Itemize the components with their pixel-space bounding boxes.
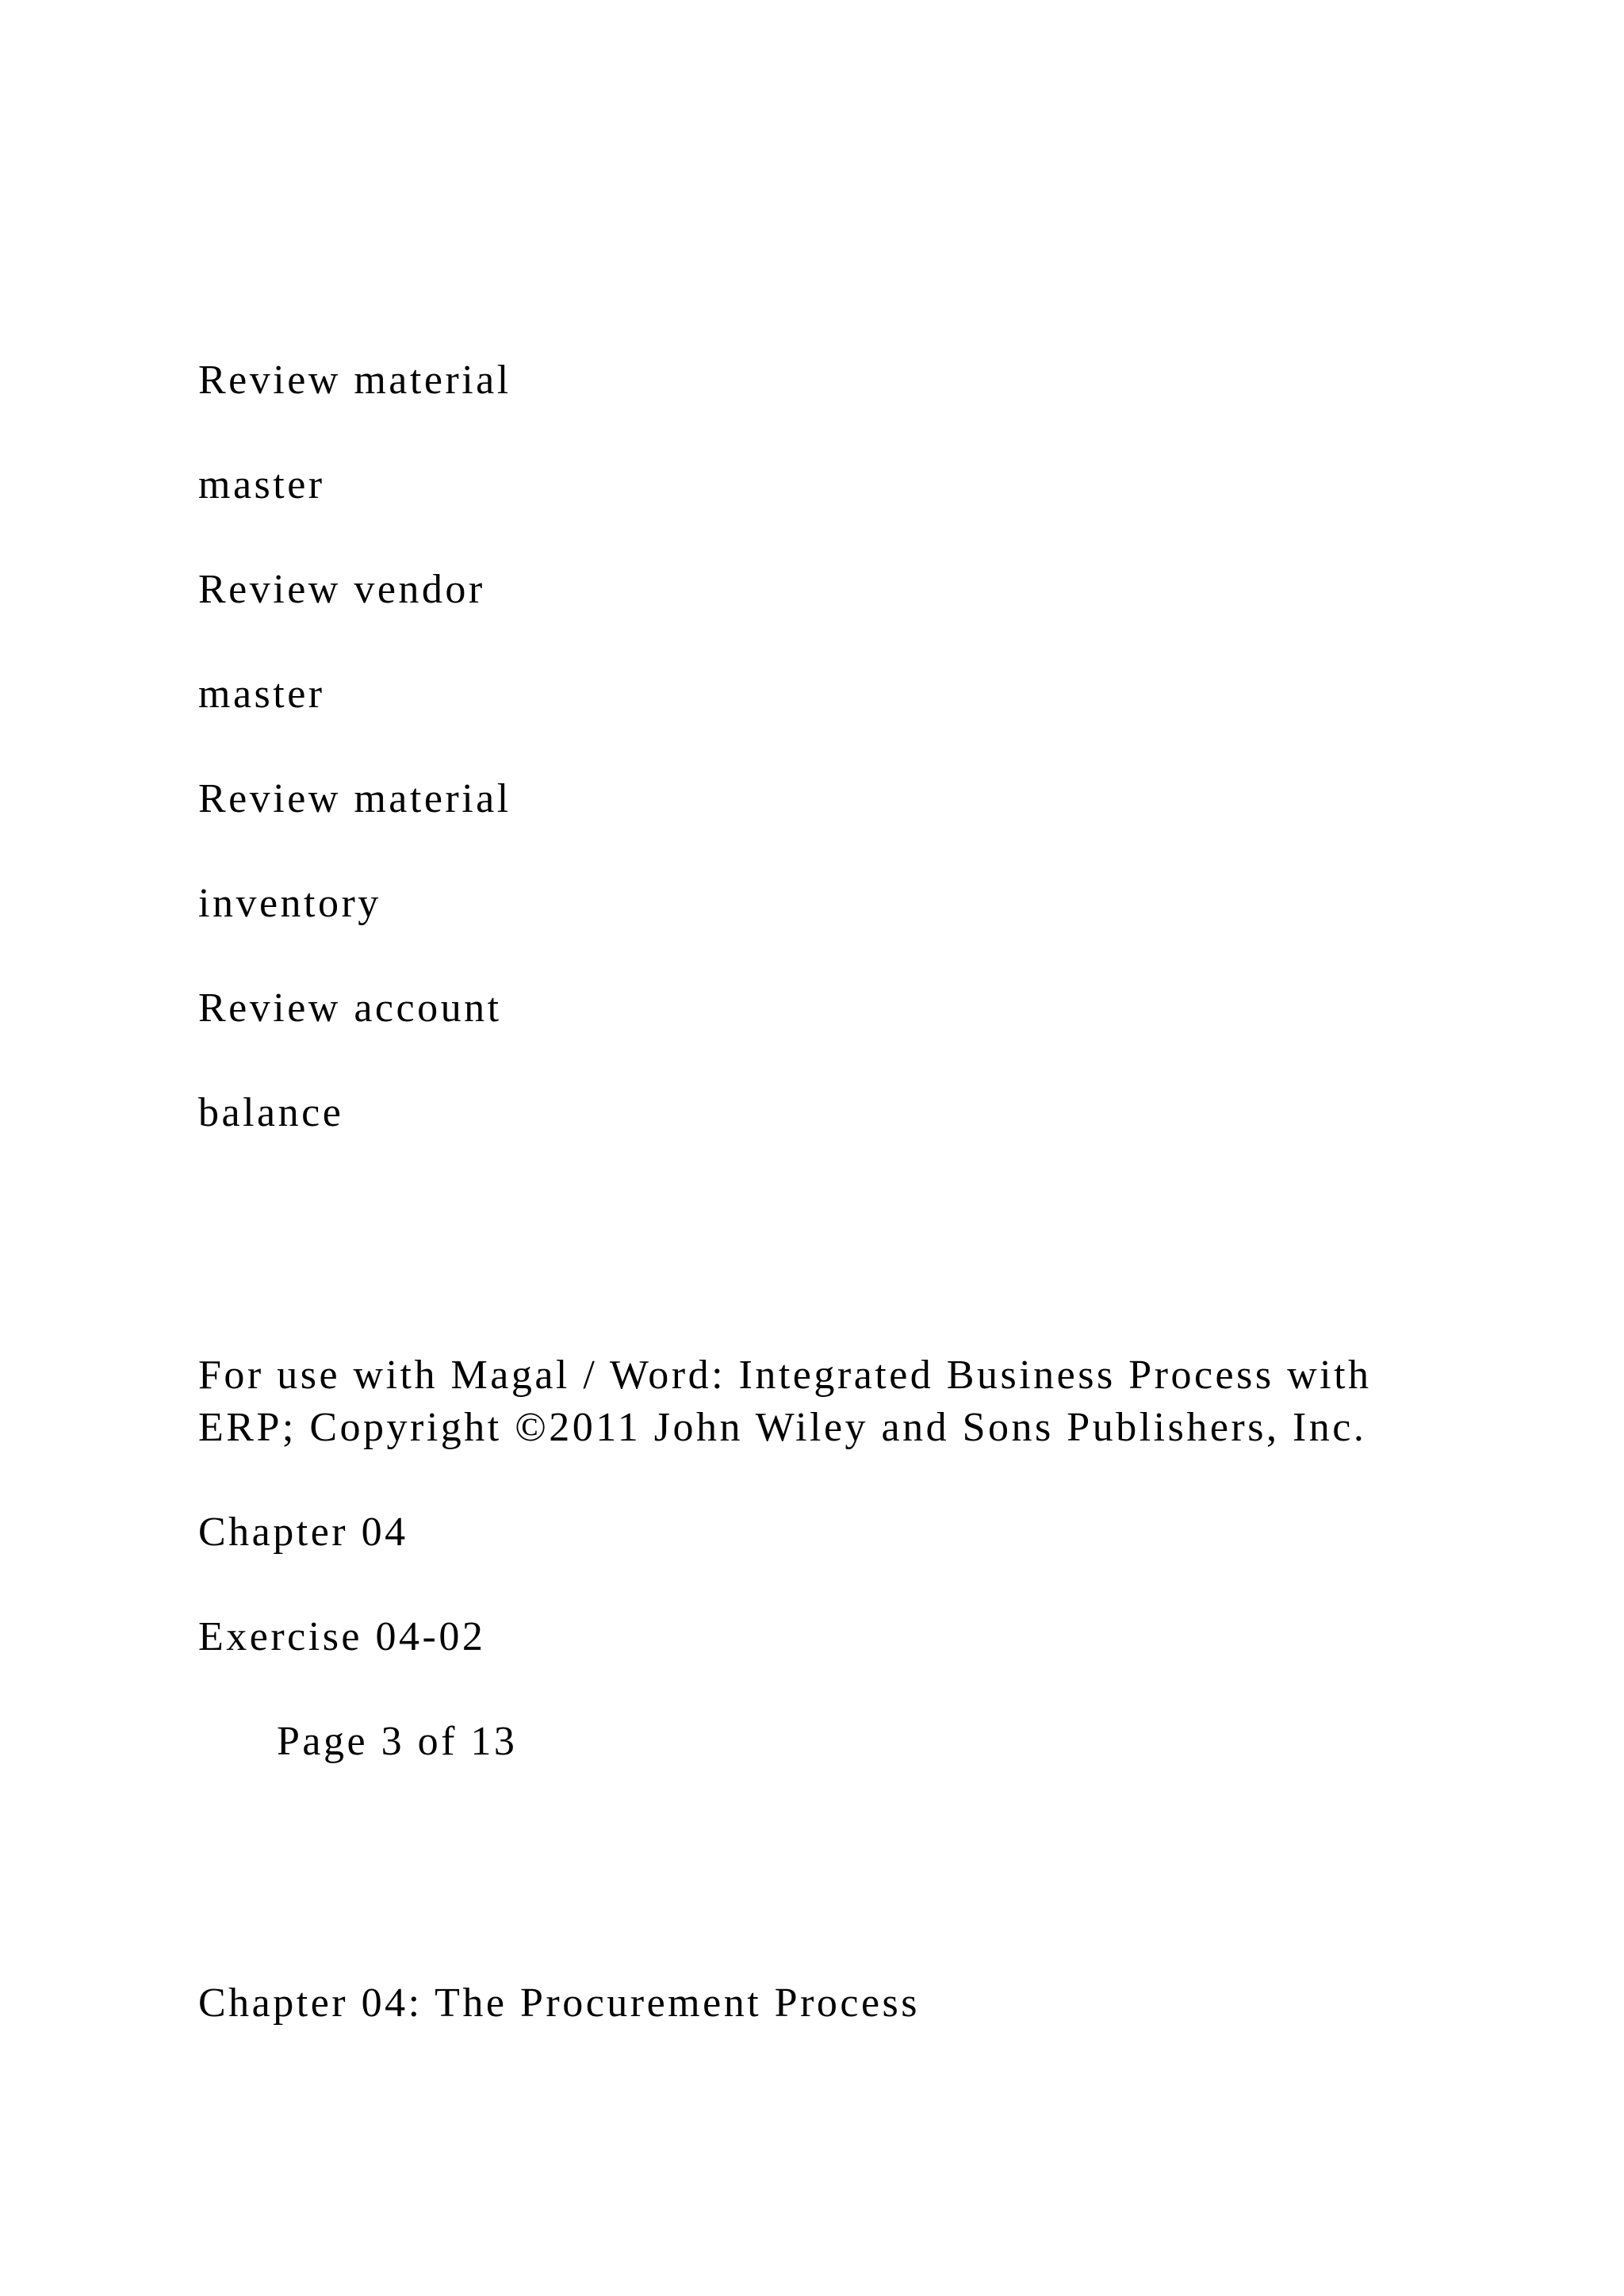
copyright-line-2: ERP; Copyright ©2011 John Wiley and Sons Publishers, Inc. (198, 1405, 1367, 1450)
review-item-5: Review material (198, 776, 511, 821)
review-item-6: inventory (198, 881, 381, 926)
copyright-line-1: For use with Magal / Word: Integrated Business Process with (198, 1353, 1372, 1398)
review-item-7: Review account (198, 985, 502, 1031)
exercise-label: Exercise 04-02 (198, 1614, 486, 1659)
review-item-4: master (198, 672, 325, 717)
chapter-label: Chapter 04 (198, 1510, 408, 1555)
review-item-2: master (198, 462, 325, 507)
review-item-3: Review vendor (198, 567, 485, 612)
review-item-8: balance (198, 1090, 344, 1135)
copyright-notice (198, 1349, 1372, 1454)
review-item-1: Review material (198, 358, 511, 403)
chapter-title: Chapter 04: The Procurement Process (198, 1980, 921, 2026)
page-number: Page 3 of 13 (277, 1719, 518, 1764)
